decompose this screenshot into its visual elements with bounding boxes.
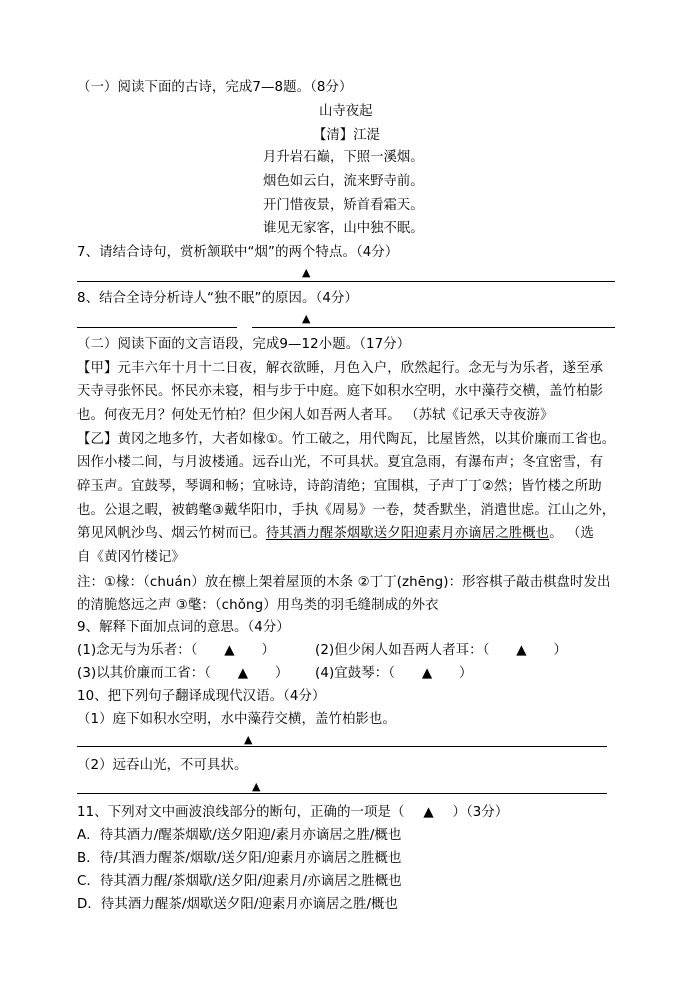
q11-option-c[interactable]: C．待其酒力醒/茶烟歇/送夕阳/迎素月/亦谪居之胜概也 (77, 874, 402, 889)
passage-yi-line: 碎玉声。宜鼓琴，琴调和畅；宜咏诗，诗韵清绝；宜围棋，子声丁丁②然；皆竹楼之所助 (77, 479, 602, 494)
section1-heading: （一）阅读下面的古诗，完成7—8题。（8分） (77, 80, 353, 95)
answer-line-q10-2[interactable] (77, 793, 607, 794)
passage-jia-line: 也。何夜无月？何处无竹柏？但少闲人如吾两人者耳。 （苏轼《记承天寺夜游》 (77, 408, 554, 423)
passage-yi-text: 。 （选 (549, 526, 595, 541)
question-10: 10、把下列句子翻译成现代汉语。（4分） (77, 689, 326, 704)
triangle-marker: ▲ (252, 780, 261, 793)
q11-option-a[interactable]: A．待其酒力/醒茶烟歇/送夕阳迎/素月亦谪居之胜/概也 (77, 828, 402, 843)
poem-line: 谁见无家客，山中独不眠。 (263, 221, 424, 236)
passage-yi-text: 第见风帆沙鸟、烟云竹树而已。 (77, 526, 266, 541)
triangle-marker[interactable]: ▲ (516, 643, 527, 658)
question-9: 9、解释下面加点词的意思。（4分） (77, 620, 290, 635)
triangle-marker[interactable]: ▲ (421, 666, 433, 681)
poem-title: 山寺夜起 (319, 104, 373, 119)
passage-jia-line: 天寺寻张怀民。怀民亦未寝，相与步于中庭。庭下如积水空明，水中藻荇交横，盖竹柏影 (77, 384, 604, 399)
answer-line-q8-a[interactable] (77, 327, 237, 328)
triangle-marker[interactable]: ▲ (224, 643, 235, 658)
poem-line: 月升岩石巅，下照一溪烟。 (263, 150, 424, 165)
question-11: 11、下列对文中画波浪线部分的断句，正确的一项是（ ▲ ）（3分） (77, 803, 508, 823)
q11-option-b[interactable]: B．待/其酒力醒茶/烟歇/送夕阳/迎素月亦谪居之胜概也 (77, 851, 402, 866)
answer-line-q7[interactable] (77, 281, 615, 282)
triangle-marker: ▲ (244, 733, 253, 746)
poem-line: 烟色如云白，流来野寺前。 (263, 174, 424, 189)
passage-jia-line: 【甲】元丰六年十月十二日夜，解衣欲睡，月色入户，欣然起行。念无与为乐者，遂至承 (77, 361, 604, 376)
q9-item-1: (1)念无与为乐者：（ ▲ ） (77, 641, 275, 661)
triangle-marker: ▲ (302, 266, 311, 279)
poem-line: 开门惜夜景，矫首看霜天。 (263, 198, 424, 213)
q11-option-d[interactable]: D．待其酒力醒茶/烟歇送夕阳/迎素月亦谪居之胜/概也 (77, 897, 399, 912)
q9-item-3: (3)以其价廉而工省：（ ▲ ） (77, 664, 288, 684)
poem-author: 【清】江湜 (313, 128, 380, 143)
triangle-marker[interactable]: ▲ (237, 666, 249, 681)
passage-yi-line (77, 524, 594, 544)
question-8: 8、结合全诗分析诗人“独不眠”的原因。（4分） (77, 291, 358, 306)
passage-yi-line: 也。公退之暇，被鹤氅③戴华阳巾，手执《周易》一卷，焚香默坐，消遣世虑。江山之外， (77, 503, 616, 518)
passage-yi-line: 【乙】黄冈之地多竹，大者如椽①。竹工破之，用代陶瓦，比屋皆然，以其价廉而工省也。 (77, 432, 616, 447)
triangle-marker: ▲ (302, 312, 311, 325)
annotation-note: 的清脆悠远之声 ③氅：（chǒng）用鸟类的羽毛缝制成的外衣 (77, 598, 439, 613)
section2-heading: （二）阅读下面的文言语段，完成9—12小题。（17分） (77, 337, 411, 352)
q9-item-2: (2)但少闲人如吾两人者耳：（ ▲ ） (315, 641, 567, 661)
answer-line-q10-1[interactable] (77, 746, 607, 747)
q9-item-4: (4)宜鼓琴：（ ▲ ） (315, 664, 473, 684)
annotation-note: 注：①椽：（chuán）放在檩上架着屋顶的木条 ②丁丁(zhēng)：形容棋子敲击棋盘时发出 (77, 575, 611, 590)
triangle-marker[interactable]: ▲ (423, 805, 434, 820)
answer-line-q8-b[interactable] (252, 327, 615, 328)
q10-sentence-2: （2）远吞山光，不可具状。 (77, 758, 248, 773)
wavy-underlined-sentence: 待其酒力醒茶烟歇送夕阳迎素月亦谪居之胜概也 (265, 526, 550, 541)
passage-yi-line: 因作小楼二间，与月波楼通。远吞山光，不可具状。夏宜急雨，有瀑布声；冬宜密雪，有 (77, 455, 604, 470)
q10-sentence-1: （1）庭下如积水空明，水中藻荇交横，盖竹柏影也。 (77, 712, 396, 727)
passage-source: 自《黄冈竹楼记》 (77, 550, 185, 565)
question-7: 7、请结合诗句，赏析颔联中“烟”的两个特点。（4分） (77, 245, 399, 260)
